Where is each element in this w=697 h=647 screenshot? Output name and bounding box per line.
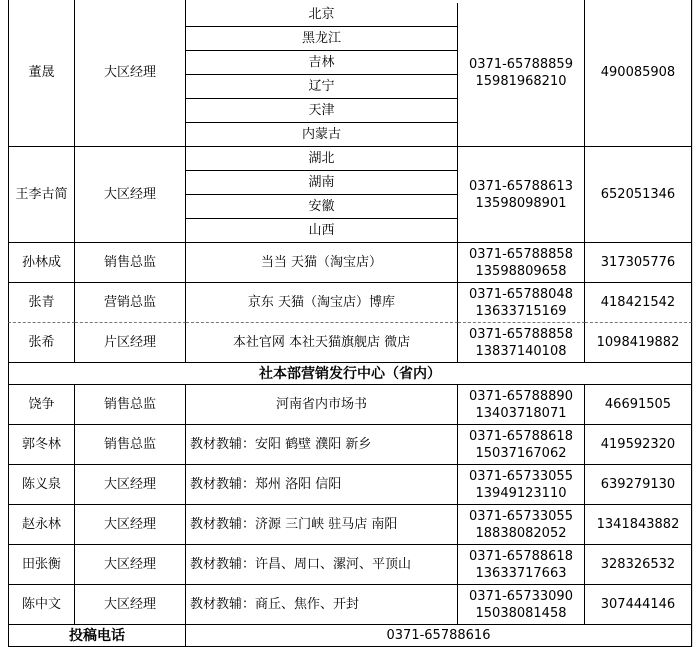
office-phone: 0371-65788618: [469, 428, 573, 444]
phone-cell: [458, 505, 585, 545]
title-cell: 大区经理: [75, 147, 186, 243]
region-cell: 内蒙古: [186, 123, 458, 147]
office-phone: 0371-65788890: [469, 388, 573, 404]
title-cell: 片区经理: [75, 323, 186, 363]
gridline-right: [692, 0, 693, 647]
mobile-phone: 13598809658: [475, 263, 567, 279]
office-phone: 0371-65788859: [469, 57, 573, 72]
region-cell: 教材教辅：郑州 洛阳 信阳: [186, 465, 458, 505]
mobile-phone: 18838082052: [475, 525, 567, 541]
title-cell: 大区经理: [75, 585, 186, 625]
qq-cell: 490085908: [585, 0, 692, 147]
region-cell: 河南省内市场书: [186, 385, 458, 425]
mobile-phone: 13837140108: [475, 343, 567, 359]
mobile-phone: 13403718071: [475, 405, 567, 421]
title-cell: 大区经理: [75, 0, 186, 147]
region-cell: 教材教辅：许昌、周口、漯河、平顶山: [186, 545, 458, 585]
phone-cell: [458, 323, 585, 363]
mobile-phone: 15981968210: [475, 74, 567, 89]
region-cell: 湖北: [186, 147, 458, 171]
region-cell: 本社官网 本社天猫旗舰店 微店: [186, 323, 458, 363]
name-cell: 陈中文: [8, 585, 75, 625]
mobile-phone: 15038081458: [475, 605, 567, 621]
qq-cell: 639279130: [585, 465, 692, 505]
region-cell: 天津: [186, 99, 458, 123]
qq-cell: 1098419882: [585, 323, 692, 363]
region-cell: 北京: [186, 3, 458, 27]
region-cell: 湖南: [186, 171, 458, 195]
qq-cell: 307444146: [585, 585, 692, 625]
region-cell: 当当 天猫（淘宝店）: [186, 243, 458, 283]
title-cell: 大区经理: [75, 465, 186, 505]
name-cell: 郭冬林: [8, 425, 75, 465]
phone-cell: [458, 425, 585, 465]
qq-cell: 46691505: [585, 385, 692, 425]
phone-cell: [458, 465, 585, 505]
qq-cell: 418421542: [585, 283, 692, 323]
phone-cell: [458, 385, 585, 425]
name-cell: 田张衡: [8, 545, 75, 585]
title-cell: 销售总监: [75, 243, 186, 283]
name-cell: 张青: [8, 283, 75, 323]
submission-phone: 0371-65788616: [186, 625, 692, 647]
name-cell: 陈义泉: [8, 465, 75, 505]
mobile-phone: 13633715169: [475, 303, 567, 319]
office-phone: 0371-65733055: [469, 508, 573, 524]
office-phone: 0371-65788618: [469, 548, 573, 564]
region-cell: 黑龙江: [186, 27, 458, 51]
region-cell: 安徽: [186, 195, 458, 219]
office-phone: 0371-65733055: [469, 468, 573, 484]
mobile-phone: 13949123110: [475, 485, 567, 501]
title-cell: 销售总监: [75, 425, 186, 465]
name-cell: 孙林成: [8, 243, 75, 283]
qq-cell: 317305776: [585, 243, 692, 283]
region-cell: 辽宁: [186, 75, 458, 99]
title-cell: 营销总监: [75, 283, 186, 323]
phone-cell: [458, 0, 585, 147]
region-cell: 教材教辅：安阳 鹤壁 濮阳 新乡: [186, 425, 458, 465]
office-phone: 0371-65788613: [469, 178, 573, 194]
phone-cell: [458, 545, 585, 585]
qq-cell: 328326532: [585, 545, 692, 585]
qq-cell: 652051346: [585, 147, 692, 243]
name-cell: 董晟: [8, 0, 75, 147]
phone-cell: [458, 283, 585, 323]
submission-phone-label: 投稿电话: [8, 625, 186, 647]
qq-cell: 1341843882: [585, 505, 692, 545]
section-header: 社本部营销发行中心（省内）: [8, 363, 692, 385]
region-cell: 山西: [186, 219, 458, 243]
name-cell: 王李古简: [8, 147, 75, 243]
region-cell: 京东 天猫（淘宝店）博库: [186, 283, 458, 323]
title-cell: 大区经理: [75, 505, 186, 545]
title-cell: 大区经理: [75, 545, 186, 585]
qq-cell: 419592320: [585, 425, 692, 465]
office-phone: 0371-65788858: [469, 326, 573, 342]
region-cell: 吉林: [186, 51, 458, 75]
title-cell: 销售总监: [75, 385, 186, 425]
phone-cell: [458, 585, 585, 625]
region-cell: 教材教辅：济源 三门峡 驻马店 南阳: [186, 505, 458, 545]
office-phone: 0371-65733090: [469, 588, 573, 604]
office-phone: 0371-65788048: [469, 286, 573, 302]
office-phone: 0371-65788858: [469, 246, 573, 262]
region-cell: 教材教辅：商丘、焦作、开封: [186, 585, 458, 625]
mobile-phone: 13633717663: [475, 565, 567, 581]
mobile-phone: 15037167062: [475, 445, 567, 461]
phone-cell: [458, 243, 585, 283]
name-cell: 饶争: [8, 385, 75, 425]
mobile-phone: 13598098901: [475, 195, 567, 211]
name-cell: 张希: [8, 323, 75, 363]
phone-cell: [458, 147, 585, 243]
name-cell: 赵永林: [8, 505, 75, 545]
